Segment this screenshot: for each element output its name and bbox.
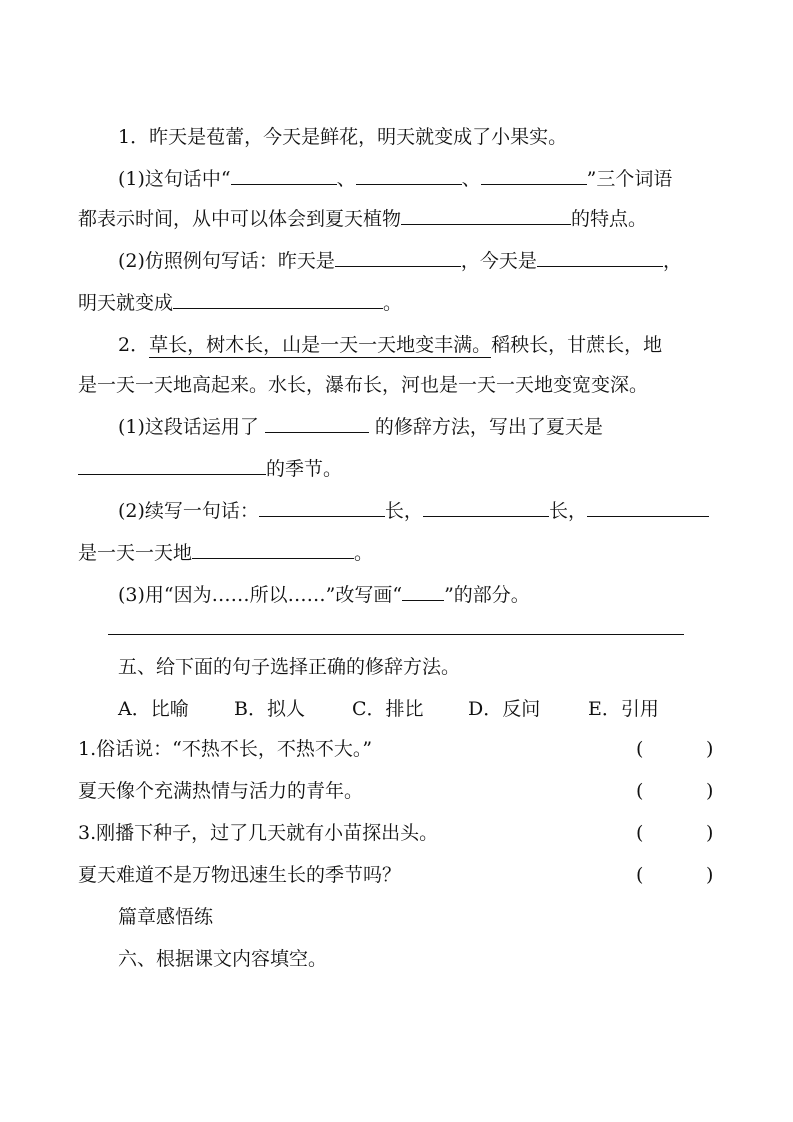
q1-sub2-line1 xyxy=(118,248,682,274)
q2-sub3-text-a: (3)用“因为……所以……”改写画“ xyxy=(118,584,403,606)
answer-paren-open: ( xyxy=(636,822,644,844)
q2-sub2-line2 xyxy=(78,540,373,566)
answer-blank[interactable] xyxy=(423,498,549,517)
answer-blank[interactable] xyxy=(481,166,587,185)
option-a: A．比喻 xyxy=(118,698,189,720)
section5-heading: 五、给下面的句子选择正确的修辞方法。 xyxy=(118,656,461,678)
q2-number: 2． xyxy=(118,334,150,356)
q2-passage-line1 xyxy=(118,332,662,358)
answer-paren-close: ) xyxy=(706,780,714,802)
option-c: C．排比 xyxy=(352,698,424,720)
q2-sub2-text-e: 。 xyxy=(354,542,374,564)
q1-sentence: 1．昨天是苞蕾，今天是鲜花，明天就变成了小果实。 xyxy=(118,126,568,148)
q1-sub2-text-d: 明天就变成 xyxy=(78,292,174,314)
q2-sub2-text-b: 长， xyxy=(384,500,423,522)
q1-sub1-text-a: (1)这句话中“ xyxy=(118,168,231,190)
separator: 、 xyxy=(461,168,481,190)
answer-blank[interactable] xyxy=(231,166,337,185)
option-b: B．拟人 xyxy=(234,698,305,720)
q2-sub2-text-d: 是一天一天地 xyxy=(78,542,193,564)
answer-paren-close: ) xyxy=(706,738,714,760)
q1-sub1-line2 xyxy=(78,206,647,232)
answer-blank[interactable] xyxy=(265,414,369,433)
q2-sub3-text-b: ”的部分。 xyxy=(444,584,530,606)
list-item: 夏天像个充满热情与活力的青年。 xyxy=(78,780,364,802)
answer-blank[interactable] xyxy=(78,456,266,475)
q1-sub2-text-e: 。 xyxy=(383,292,403,314)
option-e: E．引用 xyxy=(588,698,659,720)
answer-line[interactable] xyxy=(108,634,684,635)
answer-blank[interactable] xyxy=(259,498,385,517)
q2-sub2-line1 xyxy=(118,498,709,524)
q1-sub2-text-c: ， xyxy=(662,250,682,272)
q2-sub1-text-a: (1)这段话运用了 xyxy=(118,416,259,438)
q1-sub1-text-c: 都表示时间，从中可以体会到夏天植物 xyxy=(78,208,402,230)
separator: 、 xyxy=(336,168,356,190)
q1-sub1-line1 xyxy=(118,166,672,192)
answer-paren-open: ( xyxy=(636,780,644,802)
answer-blank[interactable] xyxy=(173,290,383,309)
underline-sample xyxy=(402,582,444,601)
list-item: 3.刚播下种子，过了几天就有小苗探出头。 xyxy=(78,822,439,844)
q2-sub2-text-a: (2)续写一句话： xyxy=(118,500,259,522)
answer-paren-close: ) xyxy=(706,864,714,886)
q1-sub1-text-b: ”三个词语 xyxy=(586,168,673,190)
q2-passage-line2: 是一天一天地高起来。水长，瀑布长，河也是一天一天地变宽变深。 xyxy=(78,374,649,396)
q2-sub2-text-c: 长， xyxy=(548,500,587,522)
answer-paren-open: ( xyxy=(636,738,644,760)
option-d: D．反问 xyxy=(468,698,541,720)
q1-sub2-line2 xyxy=(78,290,402,316)
q2-underlined-sentence: 草长，树木长，山是一天一天地变丰满。 xyxy=(149,334,492,356)
q2-sub1-text-b: 的修辞方法，写出了夏天是 xyxy=(374,416,603,438)
answer-blank[interactable] xyxy=(192,540,354,559)
q2-sub1-line1 xyxy=(118,414,603,440)
section-title: 篇章感悟练 xyxy=(118,906,214,928)
answer-blank[interactable] xyxy=(335,248,461,267)
answer-paren-close: ) xyxy=(706,822,714,844)
q2-passage-rest: 稻秧长，甘蔗长，地 xyxy=(491,334,663,356)
answer-blank[interactable] xyxy=(356,166,462,185)
q2-sub1-line2 xyxy=(78,456,342,482)
q2-sub1-text-c: 的季节。 xyxy=(266,458,343,480)
answer-blank[interactable] xyxy=(401,206,571,225)
q1-sub1-text-d: 的特点。 xyxy=(571,208,648,230)
section6-heading: 六、根据课文内容填空。 xyxy=(118,948,328,970)
answer-blank[interactable] xyxy=(537,248,663,267)
list-item: 1.俗话说：“不热不长，不热不大。” xyxy=(78,738,373,760)
answer-blank[interactable] xyxy=(587,498,709,517)
q1-sub2-text-a: (2)仿照例句写话：昨天是 xyxy=(118,250,335,272)
q2-sub3-line xyxy=(118,582,530,608)
q1-sub2-text-b: ，今天是 xyxy=(460,250,537,272)
list-item: 夏天难道不是万物迅速生长的季节吗？ xyxy=(78,864,402,886)
answer-paren-open: ( xyxy=(636,864,644,886)
